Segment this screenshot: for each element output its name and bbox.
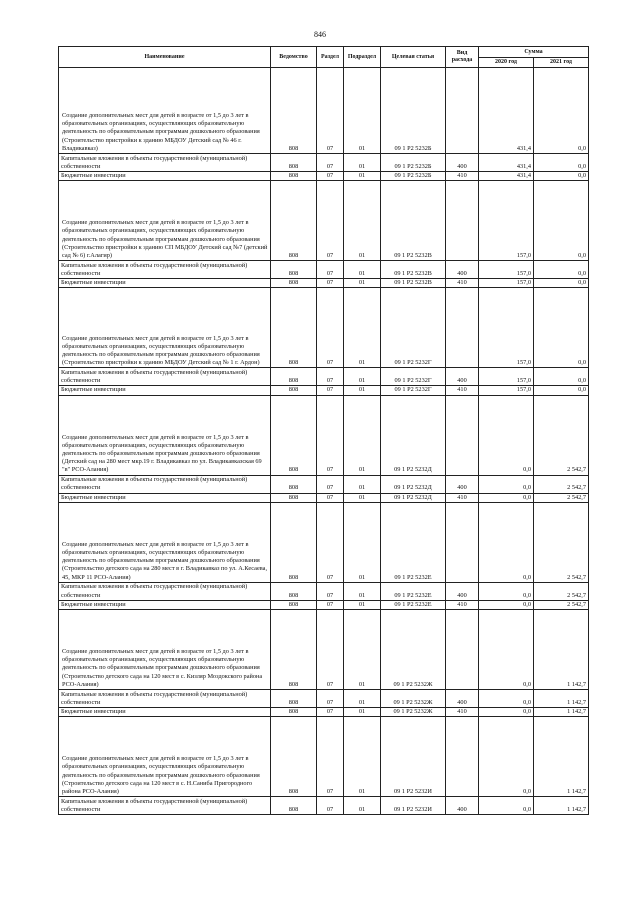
cell-target: 09 1 Р2 5232В	[381, 261, 446, 279]
header-section: Раздел	[317, 47, 344, 68]
cell-section: 07	[317, 68, 344, 154]
cell-subsection: 01	[344, 368, 381, 386]
cell-2020: 0,0	[479, 690, 534, 708]
cell-expense-type: 410	[446, 493, 479, 502]
table-row	[59, 279, 589, 288]
cell-2021: 0,0	[534, 261, 589, 279]
cell-2020: 0,0	[479, 797, 534, 815]
cell-ministry: 808	[271, 386, 317, 395]
header-year-2021: 2021 год	[534, 58, 589, 68]
table-row	[59, 717, 589, 797]
cell-2021: 1 142,7	[534, 690, 589, 708]
cell-expense-type: 410	[446, 279, 479, 288]
cell-subsection: 01	[344, 181, 381, 261]
cell-section: 07	[317, 261, 344, 279]
cell-expense-type: 410	[446, 172, 479, 181]
cell-2020: 157,0	[479, 181, 534, 261]
cell-ministry: 808	[271, 395, 317, 475]
cell-name: Создание дополнительных мест для детей в возрасте от 1,5 до 3 лет в образовательных организациях, осуществляющих образовательную деятельность по образовательным программам дошкольного образования (Детский сад на 280 мест мкр.19 г. Владикавказ по ул. Владикавказская 69 "в" РСО-Алания)	[59, 395, 271, 475]
cell-name: Бюджетные инвестиции	[59, 493, 271, 502]
cell-2021: 1 142,7	[534, 610, 589, 690]
cell-expense-type: 410	[446, 708, 479, 717]
cell-subsection: 01	[344, 493, 381, 502]
cell-2020: 157,0	[479, 368, 534, 386]
cell-target: 09 1 Р2 5232И	[381, 797, 446, 815]
cell-name: Создание дополнительных мест для детей в возрасте от 1,5 до 3 лет в образовательных организациях, осуществляющих образовательную деятельность по образовательным программам дошкольного образования (Строительство детского сада на 120 мест в с. Кизляр Моздокского района РСО-Алания)	[59, 610, 271, 690]
cell-2020: 0,0	[479, 493, 534, 502]
cell-2020: 0,0	[479, 600, 534, 609]
table-row	[59, 502, 589, 582]
page-number: 846	[314, 30, 326, 39]
cell-section: 07	[317, 690, 344, 708]
cell-name: Создание дополнительных мест для детей в возрасте от 1,5 до 3 лет в образовательных организациях, осуществляющих образовательную деятельность по образовательным программам дошкольного образования (Строительство пристройки к зданию МБДОУ Детский сад № 46 г. Владикавказ)	[59, 68, 271, 154]
cell-ministry: 808	[271, 502, 317, 582]
cell-subsection: 01	[344, 475, 381, 493]
cell-expense-type: 410	[446, 600, 479, 609]
cell-subsection: 01	[344, 610, 381, 690]
cell-name: Капитальные вложения в объекты государственной (муниципальной) собственности	[59, 475, 271, 493]
cell-expense-type	[446, 502, 479, 582]
cell-ministry: 808	[271, 600, 317, 609]
cell-expense-type: 400	[446, 368, 479, 386]
cell-2021: 0,0	[534, 386, 589, 395]
cell-ministry: 808	[271, 181, 317, 261]
cell-expense-type: 410	[446, 386, 479, 395]
cell-expense-type	[446, 68, 479, 154]
cell-subsection: 01	[344, 288, 381, 368]
cell-subsection: 01	[344, 600, 381, 609]
cell-section: 07	[317, 600, 344, 609]
table-body	[59, 68, 589, 815]
cell-2021: 0,0	[534, 288, 589, 368]
cell-expense-type: 400	[446, 475, 479, 493]
cell-ministry: 808	[271, 172, 317, 181]
cell-ministry: 808	[271, 582, 317, 600]
cell-target: 09 1 Р2 5232Д	[381, 493, 446, 502]
cell-target: 09 1 Р2 5232Г	[381, 386, 446, 395]
cell-2020: 157,0	[479, 386, 534, 395]
cell-ministry: 808	[271, 279, 317, 288]
cell-2020: 157,0	[479, 261, 534, 279]
cell-2020: 431,4	[479, 154, 534, 172]
cell-2021: 0,0	[534, 68, 589, 154]
cell-name: Бюджетные инвестиции	[59, 708, 271, 717]
cell-section: 07	[317, 582, 344, 600]
cell-2020: 431,4	[479, 172, 534, 181]
cell-target: 09 1 Р2 5232Ж	[381, 708, 446, 717]
table-row	[59, 261, 589, 279]
cell-subsection: 01	[344, 690, 381, 708]
cell-2021: 1 142,7	[534, 708, 589, 717]
cell-section: 07	[317, 395, 344, 475]
budget-table	[58, 46, 589, 815]
table-row	[59, 181, 589, 261]
table-row	[59, 386, 589, 395]
cell-subsection: 01	[344, 172, 381, 181]
header-sum: Сумма	[479, 47, 589, 58]
cell-target: 09 1 Р2 5232Е	[381, 582, 446, 600]
cell-subsection: 01	[344, 154, 381, 172]
header-expense-type: Вид расхода	[446, 47, 479, 68]
cell-ministry: 808	[271, 368, 317, 386]
cell-ministry: 808	[271, 261, 317, 279]
cell-target: 09 1 Р2 5232В	[381, 181, 446, 261]
cell-ministry: 808	[271, 797, 317, 815]
cell-2020: 0,0	[479, 502, 534, 582]
cell-2020: 0,0	[479, 708, 534, 717]
cell-2020: 0,0	[479, 717, 534, 797]
cell-2020: 157,0	[479, 288, 534, 368]
cell-2021: 2 542,7	[534, 582, 589, 600]
cell-section: 07	[317, 797, 344, 815]
cell-2021: 0,0	[534, 181, 589, 261]
table-row	[59, 172, 589, 181]
cell-target: 09 1 Р2 5232Б	[381, 68, 446, 154]
cell-2020: 0,0	[479, 395, 534, 475]
cell-target: 09 1 Р2 5232Д	[381, 475, 446, 493]
cell-name: Капитальные вложения в объекты государственной (муниципальной) собственности	[59, 797, 271, 815]
cell-2021: 2 542,7	[534, 475, 589, 493]
cell-section: 07	[317, 717, 344, 797]
cell-2020: 0,0	[479, 582, 534, 600]
cell-2020: 157,0	[479, 279, 534, 288]
cell-ministry: 808	[271, 610, 317, 690]
cell-target: 09 1 Р2 5232Д	[381, 395, 446, 475]
cell-subsection: 01	[344, 261, 381, 279]
cell-2021: 0,0	[534, 154, 589, 172]
cell-name: Капитальные вложения в объекты государственной (муниципальной) собственности	[59, 690, 271, 708]
cell-ministry: 808	[271, 68, 317, 154]
cell-expense-type	[446, 288, 479, 368]
cell-target: 09 1 Р2 5232Ж	[381, 610, 446, 690]
cell-section: 07	[317, 279, 344, 288]
cell-section: 07	[317, 708, 344, 717]
cell-target: 09 1 Р2 5232Г	[381, 288, 446, 368]
cell-name: Создание дополнительных мест для детей в возрасте от 1,5 до 3 лет в образовательных организациях, осуществляющих образовательную деятельность по образовательным программам дошкольного образования (Строительство детского сада на 120 мест в с. Н.Саниба Пригородного района РСО-Алания)	[59, 717, 271, 797]
cell-target: 09 1 Р2 5232И	[381, 717, 446, 797]
cell-name: Бюджетные инвестиции	[59, 279, 271, 288]
cell-subsection: 01	[344, 717, 381, 797]
cell-ministry: 808	[271, 493, 317, 502]
cell-name: Создание дополнительных мест для детей в возрасте от 1,5 до 3 лет в образовательных организациях, осуществляющих образовательную деятельность по образовательным программам дошкольного образования (Строительство детского сада на 280 мест в г. Владикавказ по ул. А.Кесаева, 45, МКР 11 РСО-Алания)	[59, 502, 271, 582]
cell-2021: 0,0	[534, 172, 589, 181]
cell-name: Создание дополнительных мест для детей в возрасте от 1,5 до 3 лет в образовательных организациях, осуществляющих образовательную деятельность по образовательным программам дошкольного образования (Строительство пристройки к зданию МБДОУ Детский сад № 1 г. Ардон)	[59, 288, 271, 368]
cell-target: 09 1 Р2 5232Б	[381, 172, 446, 181]
cell-name: Капитальные вложения в объекты государственной (муниципальной) собственности	[59, 261, 271, 279]
table-row	[59, 690, 589, 708]
cell-2021: 0,0	[534, 279, 589, 288]
table-row	[59, 368, 589, 386]
cell-expense-type: 400	[446, 797, 479, 815]
cell-section: 07	[317, 493, 344, 502]
table-row	[59, 600, 589, 609]
cell-expense-type: 400	[446, 690, 479, 708]
cell-section: 07	[317, 386, 344, 395]
cell-ministry: 808	[271, 154, 317, 172]
cell-name: Бюджетные инвестиции	[59, 386, 271, 395]
cell-expense-type	[446, 717, 479, 797]
cell-expense-type: 400	[446, 582, 479, 600]
cell-ministry: 808	[271, 717, 317, 797]
cell-target: 09 1 Р2 5232В	[381, 279, 446, 288]
cell-ministry: 808	[271, 288, 317, 368]
cell-section: 07	[317, 475, 344, 493]
cell-section: 07	[317, 154, 344, 172]
table-row	[59, 797, 589, 815]
header-year-2020: 2020 год	[479, 58, 534, 68]
table-row	[59, 493, 589, 502]
cell-expense-type	[446, 610, 479, 690]
cell-name: Создание дополнительных мест для детей в возрасте от 1,5 до 3 лет в образовательных организациях, осуществляющих образовательную деятельность по образовательным программам дошкольного образования (Строительство пристройки к зданию СП МБДОУ Детский сад №7 (детский сад № 6) г.Алагир)	[59, 181, 271, 261]
cell-subsection: 01	[344, 797, 381, 815]
cell-2021: 2 542,7	[534, 395, 589, 475]
cell-target: 09 1 Р2 5232Б	[381, 154, 446, 172]
cell-name: Капитальные вложения в объекты государственной (муниципальной) собственности	[59, 154, 271, 172]
cell-2020: 0,0	[479, 610, 534, 690]
table-row	[59, 395, 589, 475]
cell-subsection: 01	[344, 395, 381, 475]
cell-2021: 2 542,7	[534, 502, 589, 582]
cell-section: 07	[317, 368, 344, 386]
cell-2020: 431,4	[479, 68, 534, 154]
cell-target: 09 1 Р2 5232Е	[381, 502, 446, 582]
table-row	[59, 154, 589, 172]
table-row	[59, 582, 589, 600]
cell-2021: 2 542,7	[534, 493, 589, 502]
header-ministry: Ведомство	[271, 47, 317, 68]
cell-name: Капитальные вложения в объекты государственной (муниципальной) собственности	[59, 368, 271, 386]
cell-section: 07	[317, 610, 344, 690]
cell-name: Капитальные вложения в объекты государственной (муниципальной) собственности	[59, 582, 271, 600]
cell-target: 09 1 Р2 5232Ж	[381, 690, 446, 708]
cell-subsection: 01	[344, 68, 381, 154]
cell-expense-type	[446, 395, 479, 475]
table-row	[59, 708, 589, 717]
cell-section: 07	[317, 181, 344, 261]
cell-expense-type: 400	[446, 154, 479, 172]
header-subsection: Подраздел	[344, 47, 381, 68]
cell-2021: 1 142,7	[534, 797, 589, 815]
header-target: Целевая статья	[381, 47, 446, 68]
table-row	[59, 610, 589, 690]
cell-name: Бюджетные инвестиции	[59, 600, 271, 609]
cell-2021: 2 542,7	[534, 600, 589, 609]
cell-subsection: 01	[344, 279, 381, 288]
cell-section: 07	[317, 288, 344, 368]
cell-target: 09 1 Р2 5232Г	[381, 368, 446, 386]
cell-ministry: 808	[271, 475, 317, 493]
cell-expense-type: 400	[446, 261, 479, 279]
header-name: Наименование	[59, 47, 271, 68]
table-row	[59, 288, 589, 368]
cell-section: 07	[317, 172, 344, 181]
cell-section: 07	[317, 502, 344, 582]
cell-subsection: 01	[344, 708, 381, 717]
cell-subsection: 01	[344, 386, 381, 395]
cell-2021: 0,0	[534, 368, 589, 386]
cell-target: 09 1 Р2 5232Е	[381, 600, 446, 609]
cell-ministry: 808	[271, 708, 317, 717]
cell-ministry: 808	[271, 690, 317, 708]
cell-expense-type	[446, 181, 479, 261]
cell-2021: 1 142,7	[534, 717, 589, 797]
cell-subsection: 01	[344, 502, 381, 582]
cell-subsection: 01	[344, 582, 381, 600]
table-row	[59, 68, 589, 154]
cell-2020: 0,0	[479, 475, 534, 493]
cell-name: Бюджетные инвестиции	[59, 172, 271, 181]
table-row	[59, 475, 589, 493]
